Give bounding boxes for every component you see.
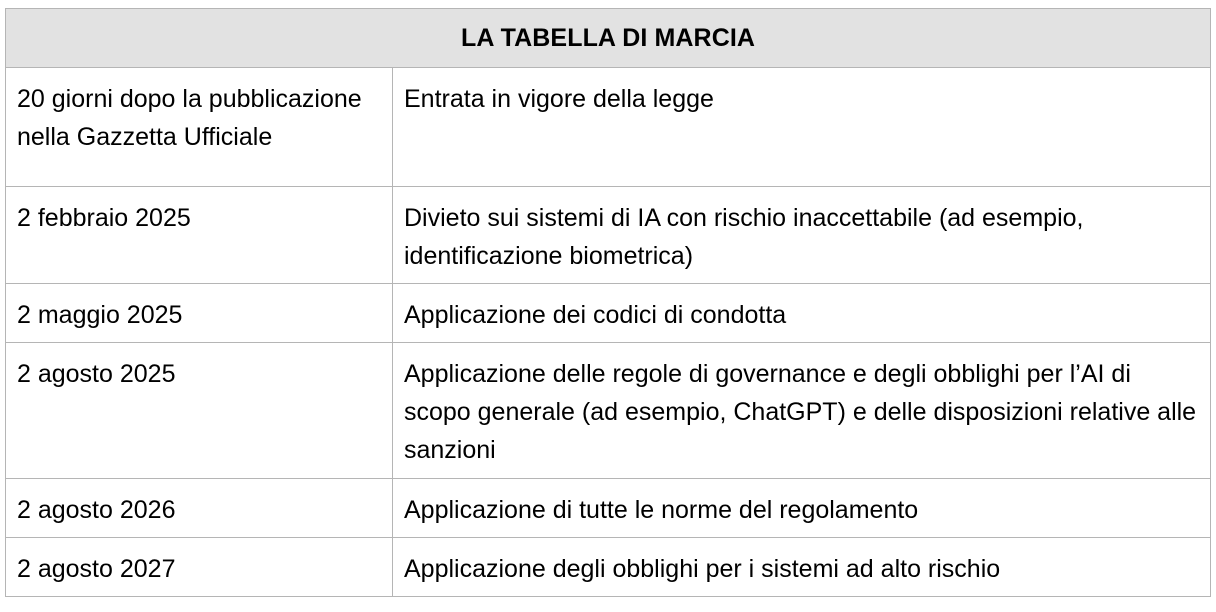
table-row (6, 68, 1211, 187)
table-header-row (6, 9, 1211, 68)
date-cell: 2 agosto 2025 (6, 343, 393, 479)
event-cell: Applicazione dei codici di condotta (393, 284, 1211, 343)
event-cell: Applicazione delle regole di governance e degli obblighi per l’AI di scopo generale (ad esempio, ChatGPT) e delle disposizioni relative alle sanzioni (393, 343, 1211, 479)
date-cell: 2 agosto 2027 (6, 538, 393, 597)
table-row (6, 538, 1211, 597)
table-row (6, 479, 1211, 538)
table-row (6, 343, 1211, 479)
event-cell: Divieto sui sistemi di IA con rischio inaccettabile (ad esempio, identificazione biometrica) (393, 187, 1211, 284)
table-row (6, 187, 1211, 284)
event-cell: Applicazione degli obblighi per i sistemi ad alto rischio (393, 538, 1211, 597)
date-cell: 2 agosto 2026 (6, 479, 393, 538)
event-cell: Applicazione di tutte le norme del regolamento (393, 479, 1211, 538)
date-cell: 20 giorni dopo la pubblicazione nella Gazzetta Ufficiale (6, 68, 393, 187)
table-title: LA TABELLA DI MARCIA (6, 9, 1211, 68)
roadmap-table-container (5, 8, 1210, 597)
date-cell: 2 maggio 2025 (6, 284, 393, 343)
table-row (6, 284, 1211, 343)
date-cell: 2 febbraio 2025 (6, 187, 393, 284)
roadmap-table (5, 8, 1211, 597)
event-cell: Entrata in vigore della legge (393, 68, 1211, 187)
